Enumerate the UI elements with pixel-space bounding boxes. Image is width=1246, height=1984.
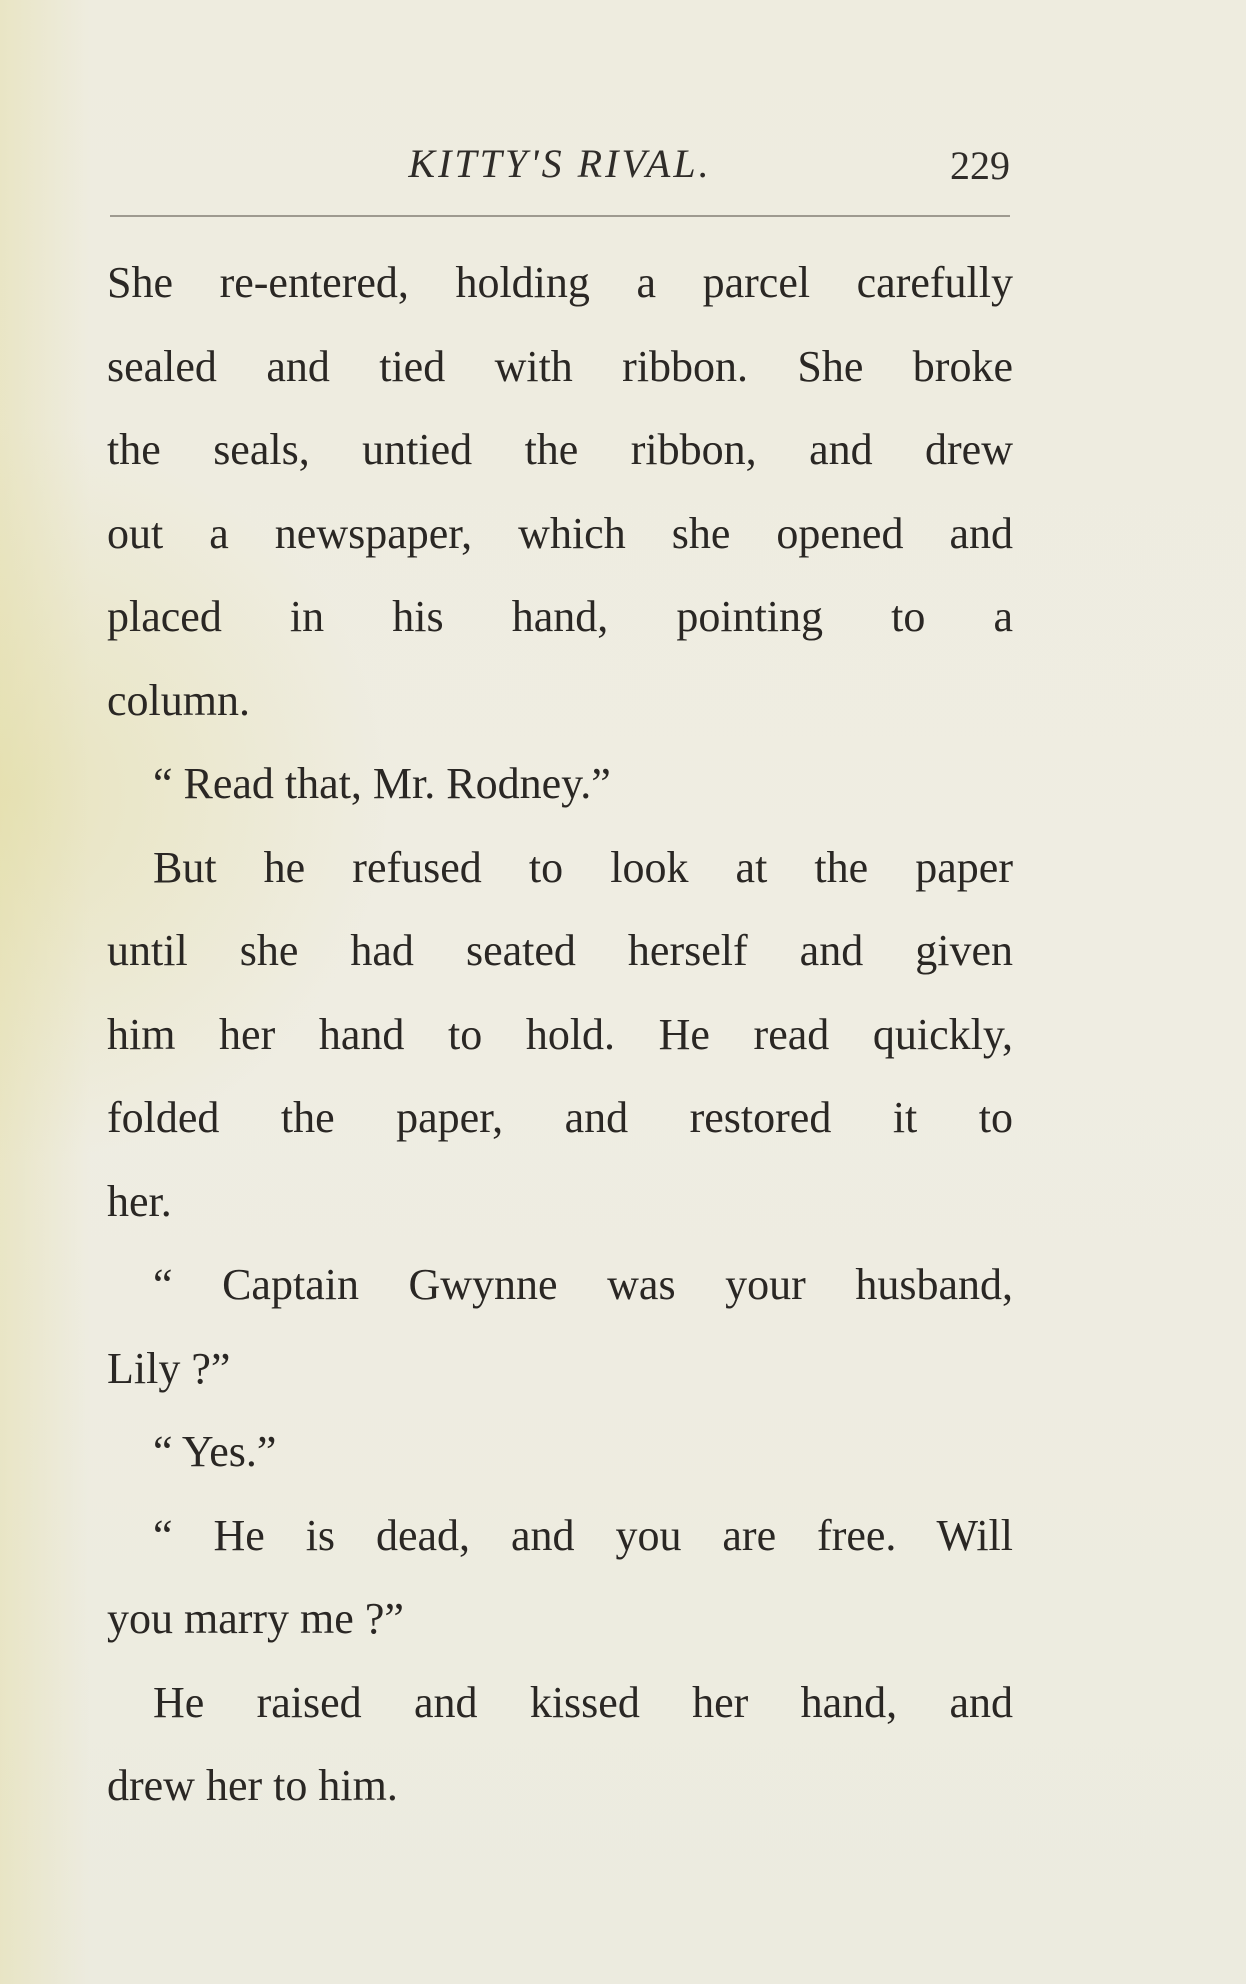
text-line: placed in his hand, pointing to a	[107, 592, 1013, 641]
text-line: “ He is dead, and you are free. Will	[153, 1510, 1013, 1560]
running-title: KITTY'S RIVAL.	[408, 141, 712, 186]
text-line: folded the paper, and restored it to	[107, 1093, 1013, 1142]
text-line: until she had seated herself and given	[107, 926, 1013, 975]
text-line: He raised and kissed her hand, and	[153, 1677, 1013, 1727]
text-line: the seals, untied the ribbon, and drew	[107, 425, 1013, 474]
body-text	[107, 248, 1013, 1835]
page-number: 229	[950, 143, 1010, 188]
text-line: She re-entered, holding a parcel carefully	[107, 258, 1013, 307]
text-line: Lily ?”	[107, 1343, 231, 1393]
text-line: column.	[107, 675, 250, 725]
text-line: him her hand to hold. He read quickly,	[107, 1009, 1013, 1059]
text-line: But he refused to look at the paper	[153, 842, 1013, 892]
text-line: “ Yes.”	[153, 1427, 277, 1476]
text-line: drew her to him.	[107, 1761, 398, 1810]
text-line: “ Captain Gwynne was your husband,	[153, 1260, 1013, 1309]
text-line: you marry me ?”	[107, 1594, 404, 1643]
text-line: “ Read that, Mr. Rodney.”	[153, 759, 611, 808]
text-line: sealed and tied with ribbon. She broke	[107, 341, 1013, 391]
text-line: out a newspaper, which she opened and	[107, 508, 1013, 558]
header-rule	[110, 215, 1010, 217]
text-line: her.	[107, 1176, 172, 1226]
running-head	[100, 140, 1020, 190]
